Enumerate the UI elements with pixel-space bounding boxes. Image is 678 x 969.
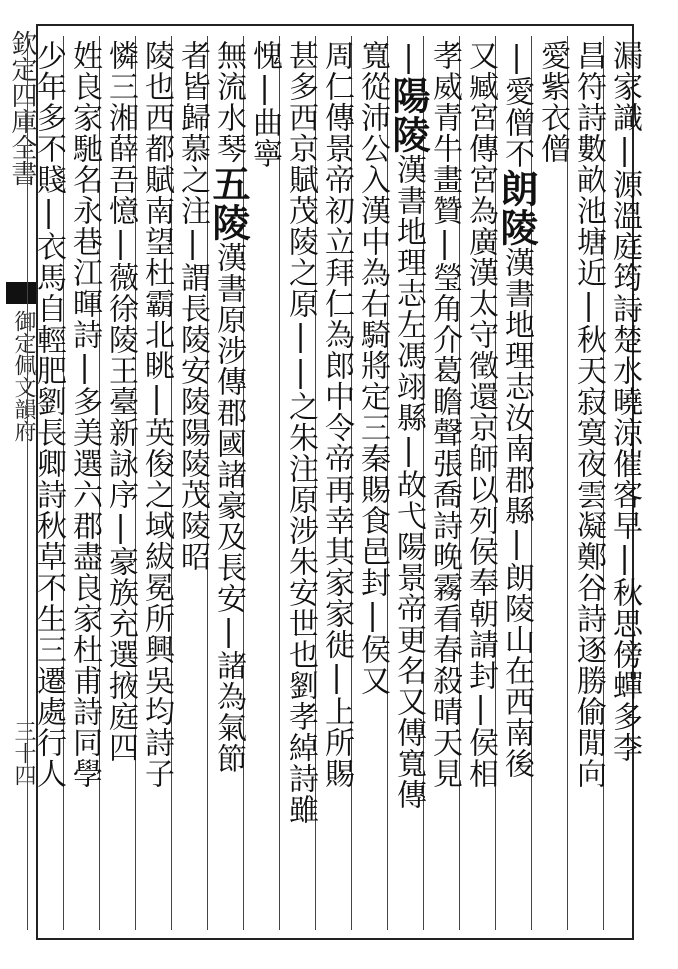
column-text: 漢書地理志左馮翊縣|: [391, 154, 426, 469]
text-column-4: [494, 40, 539, 779]
headword: 陽陵: [386, 76, 431, 154]
column-rule: [567, 36, 568, 930]
column-text: 愧|: [247, 40, 282, 107]
text-column-12: [206, 40, 251, 774]
column-text: 秋天寂寞夜雲凝鄭谷詩逐勝偷閒向: [571, 324, 606, 789]
column-text: 無流水琴: [211, 40, 246, 164]
column-text: 諸為氣節: [211, 650, 246, 774]
column-text: 甚多西京賦茂陵之原||之朱注原涉朱安世也劉孝綽詩雖: [283, 40, 318, 825]
column-text: 謂長陵安陵陽陵茂陵昭: [175, 262, 210, 572]
headword: 朗陵: [494, 169, 539, 247]
column-text: 又臧宮傳宮為廣漢太守徵還京師以列侯奉朝請封|: [463, 40, 498, 727]
column-text: 源溫庭筠詩楚水曉涼催客早|秋思傍蟬多李: [607, 169, 642, 763]
text-column-8: [352, 40, 392, 696]
column-text: 英俊之域紱冕所興吳均詩子: [139, 417, 174, 789]
column-text: 漏家識|: [607, 40, 642, 169]
column-rule: [279, 36, 280, 930]
column-text: 朗陵山在西南後: [499, 562, 534, 779]
column-text: 侯又: [355, 634, 390, 696]
column-text: 侯相: [463, 727, 498, 789]
column-rule: [27, 36, 28, 930]
margin-series-title: 欽定四庫全書: [7, 30, 37, 186]
column-text: 衣馬自輕肥劉長卿詩秋草不生三遷處行人: [31, 231, 66, 789]
text-column-16: [64, 40, 104, 789]
column-text: 瑩角介葛瞻聲張喬詩晚霧看春殺晴天見: [427, 262, 462, 789]
column-text: 多美選六郡盡良家杜甫詩同學: [67, 386, 102, 789]
text-column-5: [460, 40, 500, 789]
headword: 五陵: [206, 164, 251, 242]
column-text: 陵也西都賦南望杜霸北眺|: [139, 40, 174, 417]
column-text: 曲寧: [247, 107, 282, 169]
column-text: 少年多不賤|: [31, 40, 66, 231]
column-text: 姓良家馳名永巷江暉詩|: [67, 40, 102, 386]
text-column-1: [604, 40, 644, 763]
column-text: 孝威青牛畫贊|: [427, 40, 462, 262]
text-column-14: [136, 40, 176, 789]
text-column-17: [28, 40, 68, 789]
column-text: 憐三湘薛吾憶|: [103, 40, 138, 262]
text-column-13: [172, 40, 212, 572]
text-column-9: [316, 40, 356, 789]
column-text: 寬從沛公入漢中為右騎將定三秦賜食邑封|: [355, 40, 390, 634]
column-text: |: [391, 40, 426, 76]
column-text: |愛僧不: [499, 40, 534, 169]
column-text: 愛紫衣僧: [535, 40, 570, 164]
text-column-7: [386, 40, 431, 810]
text-column-15: [100, 40, 140, 763]
text-column-10: [280, 40, 320, 825]
column-text: 周仁傳景帝初立拜仁為郎中令帝再幸其家家徙|: [319, 40, 354, 696]
margin-book-title: 御定佩文韻府: [11, 310, 36, 442]
column-text: 昌符詩數畝池塘近|: [571, 40, 606, 324]
column-text: 薇徐陵王臺新詠序|: [103, 262, 138, 546]
text-column-2: [568, 40, 608, 789]
column-text: 者皆歸慕之注|: [175, 40, 210, 262]
column-text: 漢書地理志汝南郡縣|: [499, 247, 534, 562]
page-number: 三十四: [11, 720, 36, 786]
column-text: 上所賜: [319, 696, 354, 789]
column-text: 故弋陽景帝更名又傅寬傳: [391, 469, 426, 810]
column-text: 漢書原涉傳郡國諸豪及長安|: [211, 242, 246, 650]
text-column-11: [244, 40, 284, 169]
column-text: 豪族充選掖庭四: [103, 546, 138, 763]
text-column-3: [532, 40, 572, 164]
